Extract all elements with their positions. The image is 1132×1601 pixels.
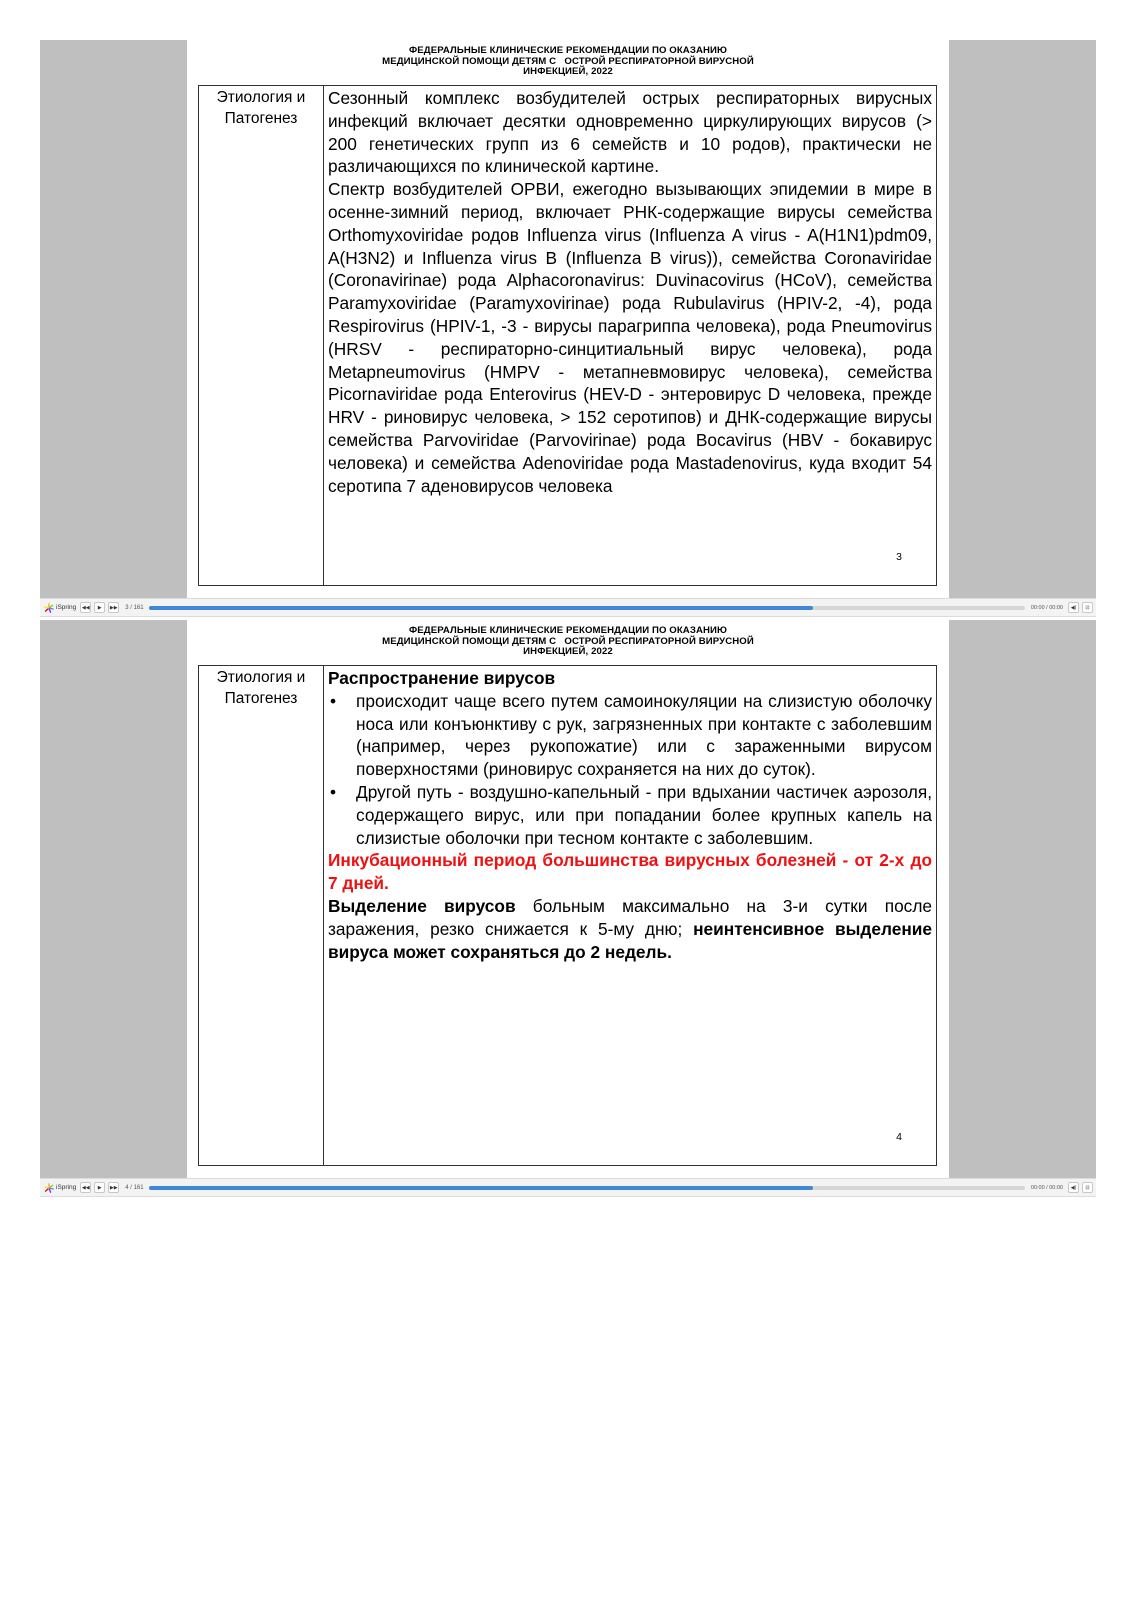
fullscreen-button[interactable]: [1082, 1182, 1093, 1193]
page-number: 3: [896, 551, 902, 564]
slide-3: [187, 40, 949, 598]
fullscreen-button[interactable]: [1082, 602, 1093, 613]
shedding-bold-start: Выделение вирусов: [328, 895, 516, 916]
paragraph: Сезонный комплекс возбудителей острых респираторных вирусных инфекций включает десятки одновременно циркулирующих вирусов (> 200 генетических групп из 6 семейств и 10 родов), практически не различающихся по клинической картине.: [328, 88, 932, 177]
header-line: МЕДИЦИНСКОЙ ПОМОЩИ ДЕТЯМ С ОСТРОЙ РЕСПИРАТОРНОЙ ВИРУСНОЙ: [382, 635, 754, 647]
shedding-middle: больным максимально на 3-и сутки после заражения, резко снижается к 5-му дню;: [328, 895, 933, 939]
play-icon: ▶: [97, 1184, 102, 1191]
progress-fill: [149, 606, 813, 610]
bullet-icon: •: [330, 781, 337, 802]
section-label: Патогенез: [224, 690, 298, 707]
slide-4: [187, 620, 949, 1178]
ispring-logo-icon: [44, 603, 54, 613]
slide-counter: 4 / 161: [125, 1184, 144, 1191]
section-label: Этиология и: [216, 669, 306, 686]
player-bar: [40, 598, 1096, 617]
fast-forward-icon: ▶▶: [109, 1184, 118, 1191]
slide-frame-3: [40, 40, 1096, 598]
volume-icon: ◀): [1070, 1184, 1077, 1191]
fullscreen-icon: ⊡: [1085, 1184, 1090, 1191]
rewind-icon: ◀◀: [81, 604, 90, 611]
header-line: ИНФЕКЦИЕЙ, 2022: [523, 66, 613, 77]
list-item: [328, 690, 932, 781]
incubation-note: Инкубационный период большинства вирусных болезней - от 2-х до 7 дней.: [328, 850, 932, 894]
fast-forward-icon: ▶▶: [109, 604, 118, 611]
shedding-bold-end: неинтенсивное выделение вируса может сохраняться до 2 недель.: [328, 918, 932, 962]
section-label-cell: [199, 86, 324, 585]
fullscreen-icon: ⊡: [1085, 604, 1090, 611]
logo-text: iSpring: [56, 1184, 77, 1191]
content-table: [198, 85, 937, 586]
slide-counter: 3 / 161: [125, 604, 144, 611]
volume-button[interactable]: [1068, 602, 1079, 613]
page-number: 4: [896, 1131, 902, 1144]
content-cell: [324, 86, 936, 585]
bullet-icon: •: [330, 690, 337, 711]
list-item-text: Другой путь - воздушно-капельный - при вдыхании частичек аэрозоля, содержащего вирус, или при попадании более крупных капель на слизистые оболочки при тесном контакте с заболевшим.: [356, 781, 932, 848]
slide-header: [187, 46, 949, 78]
ispring-logo: [44, 1183, 76, 1193]
play-icon: ▶: [97, 604, 102, 611]
slide-header: [187, 626, 949, 658]
progress-bar[interactable]: [149, 606, 1025, 610]
bullet-list: [328, 690, 932, 850]
previous-slide-button[interactable]: [80, 602, 91, 613]
list-item: [328, 781, 932, 849]
paragraph: Спектр возбудителей ОРВИ, ежегодно вызывающих эпидемии в мире в осенне-зимний период, включает РНК-содержащие вирусы семейства Orthomyxoviridae родов Influenza virus (Influenza A virus - A(H1N1)pdm09, A(H3N2) и Influenza virus B (Influenza B virus)), семейства Coronaviridae (Coronavirinae) рода Alphacoronavirus: Duvinacovirus (HCoV), семейства Paramyxoviridae (Paramyxovirinae) рода Rubulavirus (HPIV-2, -4), рода Respirovirus (HPIV-1, -3 - вирусы парагриппа человека), рода Pneumovirus (HRSV - респираторно-синцитиальный вирус человека), рода Metapneumovirus (HMPV - метапневмовирус человека), семейства Picornaviridae рода Enterovirus (HEV-D - энтеровирус D человека, прежде HRV - риновирус человека, > 152 серотипов) и ДНК-содержащие вирусы семейства Parvoviridae (Parvovirinae) рода Bocavirus (HBV - бокавирус человека) и семейства Adenoviridae рода Mastadenovirus, куда входит 54 серотипа 7 аденовирусов человека: [328, 179, 932, 496]
player-bar: [40, 1178, 1096, 1197]
rewind-icon: ◀◀: [81, 1184, 90, 1191]
next-slide-button[interactable]: [108, 1182, 119, 1193]
section-label-cell: [199, 666, 324, 1165]
slide-frame-4: [40, 620, 1096, 1178]
ispring-logo-icon: [44, 1183, 54, 1193]
content-table: [198, 665, 937, 1166]
progress-bar[interactable]: [149, 1186, 1025, 1190]
previous-slide-button[interactable]: [80, 1182, 91, 1193]
time-display: 00:00 / 00:00: [1030, 604, 1063, 611]
logo-text: iSpring: [56, 604, 77, 611]
content-cell: [324, 666, 936, 1165]
section-label: Патогенез: [224, 110, 298, 127]
volume-button[interactable]: [1068, 1182, 1079, 1193]
header-line: МЕДИЦИНСКОЙ ПОМОЩИ ДЕТЯМ С ОСТРОЙ РЕСПИРАТОРНОЙ ВИРУСНОЙ: [382, 55, 754, 67]
shedding-paragraph: [328, 895, 932, 963]
section-label: Этиология и: [216, 89, 306, 106]
header-line: ФЕДЕРАЛЬНЫЕ КЛИНИЧЕСКИЕ РЕКОМЕНДАЦИИ ПО ОКАЗАНИЮ: [408, 625, 727, 636]
section-heading: Распространение вирусов: [328, 668, 556, 688]
play-button[interactable]: [94, 1182, 105, 1193]
header-line: ИНФЕКЦИЕЙ, 2022: [523, 646, 613, 657]
next-slide-button[interactable]: [108, 602, 119, 613]
time-display: 00:00 / 00:00: [1030, 1184, 1063, 1191]
ispring-logo: [44, 603, 76, 613]
play-button[interactable]: [94, 602, 105, 613]
list-item-text: происходит чаще всего путем самоинокуляции на слизистую оболочку носа или конъюнктиву с рук, загрязненных при контакте с заболевшим (например, через рукопожатие) или с зараженными вирусом поверхностями (риновирус сохраняется на них до суток).: [356, 690, 932, 780]
volume-icon: ◀): [1070, 604, 1077, 611]
header-line: ФЕДЕРАЛЬНЫЕ КЛИНИЧЕСКИЕ РЕКОМЕНДАЦИИ ПО ОКАЗАНИЮ: [408, 45, 727, 56]
progress-fill: [149, 1186, 813, 1190]
